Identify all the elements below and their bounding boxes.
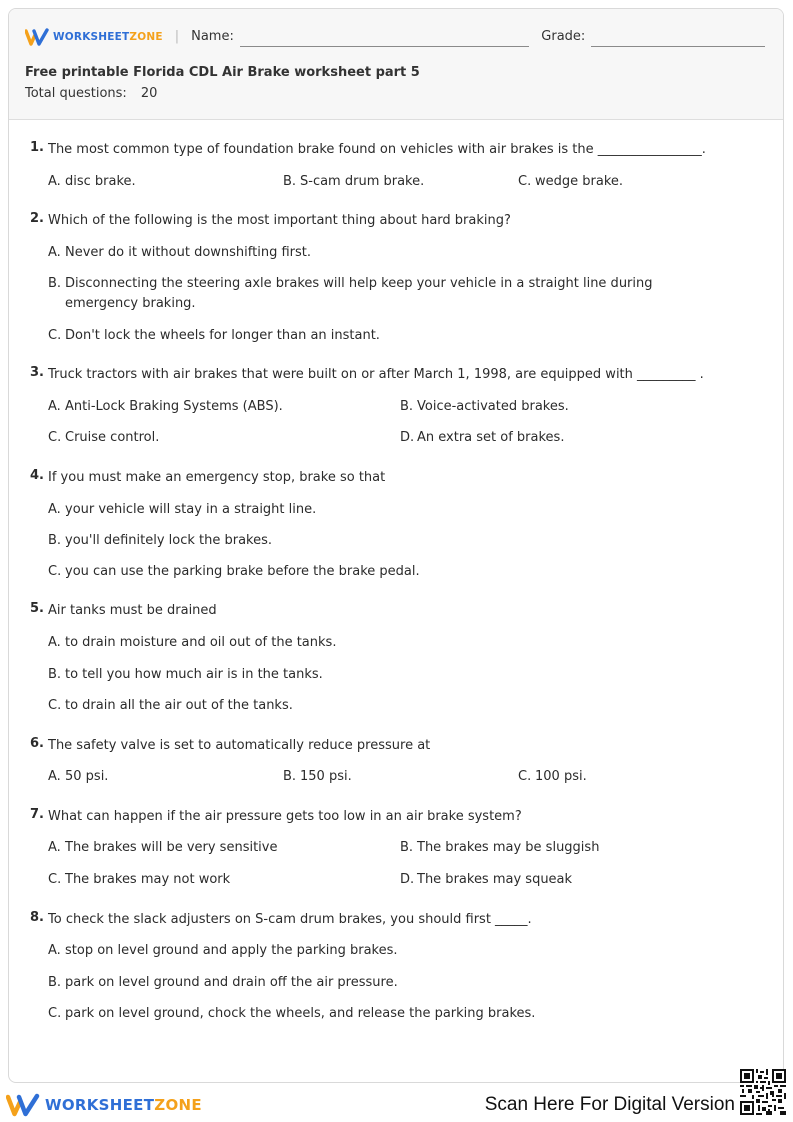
question-number: 1. xyxy=(30,140,44,155)
option-b[interactable] xyxy=(48,973,728,993)
option-d[interactable] xyxy=(400,428,740,448)
question-text: Which of the following is the most important thing about hard braking? xyxy=(48,213,511,228)
option-text: The brakes may not work xyxy=(65,872,231,887)
option-letter: B. xyxy=(48,533,62,548)
option-text: Never do it without downshifting first. xyxy=(65,245,311,260)
option-c[interactable] xyxy=(48,696,728,716)
total-label: Total questions: xyxy=(25,86,127,101)
footer-logo xyxy=(6,1093,202,1117)
worksheet-title: Free printable Florida CDL Air Brake worksheet part 5 xyxy=(25,65,420,80)
question-text: Truck tractors with air brakes that were built on or after March 1, 1998, are equipped with _________ . xyxy=(48,367,704,382)
brand-work-text: WORKSHEET xyxy=(45,1096,155,1114)
option-text: disc brake. xyxy=(65,174,136,189)
option-b[interactable] xyxy=(283,172,503,192)
option-text: 50 psi. xyxy=(65,769,109,784)
option-letter: C. xyxy=(518,769,532,784)
question-number: 2. xyxy=(30,211,44,226)
option-b[interactable] xyxy=(400,397,740,417)
option-c[interactable] xyxy=(518,767,738,787)
option-text: The brakes will be very sensitive xyxy=(65,840,278,855)
option-text: Voice-activated brakes. xyxy=(417,399,569,414)
option-a[interactable] xyxy=(48,838,388,858)
question-text: Air tanks must be drained xyxy=(48,603,217,618)
question-number: 8. xyxy=(30,910,44,925)
brand-zone-text: ZONE xyxy=(154,1096,202,1114)
w-logo-icon xyxy=(6,1093,40,1117)
question-text: The safety valve is set to automatically reduce pressure at xyxy=(48,738,431,753)
option-text: Anti-Lock Braking Systems (ABS). xyxy=(65,399,283,414)
option-text: wedge brake. xyxy=(535,174,624,189)
option-letter: C. xyxy=(48,328,62,343)
option-letter: D. xyxy=(400,430,415,445)
option-c[interactable] xyxy=(48,1004,728,1024)
option-a[interactable] xyxy=(48,172,268,192)
option-letter: C. xyxy=(48,430,62,445)
option-b[interactable] xyxy=(48,665,728,685)
option-b[interactable] xyxy=(283,767,503,787)
option-text: to drain all the air out of the tanks. xyxy=(65,698,293,713)
option-text: your vehicle will stay in a straight line. xyxy=(65,502,317,517)
option-letter: B. xyxy=(283,769,297,784)
option-letter: A. xyxy=(48,245,61,260)
option-b[interactable] xyxy=(400,838,740,858)
question-text: To check the slack adjusters on S-cam drum brakes, you should first _____. xyxy=(48,912,532,927)
worksheet-header xyxy=(9,9,783,120)
option-a[interactable] xyxy=(48,633,728,653)
option-text: Don't lock the wheels for longer than an instant. xyxy=(65,328,380,343)
option-letter: A. xyxy=(48,769,61,784)
option-letter: B. xyxy=(48,667,62,682)
qr-code-icon[interactable] xyxy=(740,1069,786,1115)
option-letter: B. xyxy=(400,399,414,414)
option-letter: A. xyxy=(48,174,61,189)
option-letter: C. xyxy=(48,872,62,887)
option-text: you'll definitely lock the brakes. xyxy=(65,533,273,548)
option-text: to tell you how much air is in the tanks. xyxy=(65,667,323,682)
option-letter: B. xyxy=(283,174,297,189)
option-b[interactable] xyxy=(48,531,728,551)
w-logo-icon xyxy=(25,28,49,46)
option-letter: A. xyxy=(48,635,61,650)
option-c[interactable] xyxy=(48,428,388,448)
option-text: you can use the parking brake before the brake pedal. xyxy=(65,564,420,579)
brand-work-text: WORKSHEET xyxy=(53,31,130,43)
option-c[interactable] xyxy=(48,562,728,582)
brand-zone-text: ZONE xyxy=(129,31,163,43)
total-value: 20 xyxy=(140,86,158,101)
worksheet-sheet xyxy=(8,8,784,1083)
option-letter: A. xyxy=(48,399,61,414)
option-text: stop on level ground and apply the parking brakes. xyxy=(65,943,398,958)
option-text: An extra set of brakes. xyxy=(417,430,565,445)
option-letter: C. xyxy=(48,1006,62,1021)
name-label: Name: xyxy=(191,29,234,44)
option-letter: C. xyxy=(518,174,532,189)
option-a[interactable] xyxy=(48,243,728,263)
option-a[interactable] xyxy=(48,500,728,520)
question-number: 6. xyxy=(30,736,44,751)
option-d[interactable] xyxy=(400,870,740,890)
option-a[interactable] xyxy=(48,397,388,417)
option-letter: B. xyxy=(400,840,414,855)
option-letter: A. xyxy=(48,943,61,958)
option-text: park on level ground and drain off the air pressure. xyxy=(65,975,398,990)
question-number: 4. xyxy=(30,468,44,483)
scan-text: Scan Here For Digital Version xyxy=(484,1094,735,1115)
question-number: 3. xyxy=(30,365,44,380)
question-text: What can happen if the air pressure gets too low in an air brake system? xyxy=(48,809,522,824)
name-field[interactable] xyxy=(240,32,529,47)
option-text: to drain moisture and oil out of the tanks. xyxy=(65,635,337,650)
grade-field[interactable] xyxy=(591,32,765,47)
option-letter: C. xyxy=(48,698,62,713)
option-text: The brakes may squeak xyxy=(417,872,573,887)
option-text: S-cam drum brake. xyxy=(300,174,425,189)
option-b[interactable] xyxy=(48,274,728,314)
option-c[interactable] xyxy=(48,870,388,890)
option-c[interactable] xyxy=(48,326,728,346)
option-letter: A. xyxy=(48,502,61,517)
option-text: Cruise control. xyxy=(65,430,160,445)
question-number: 7. xyxy=(30,807,44,822)
grade-label: Grade: xyxy=(541,29,586,44)
divider: | xyxy=(174,29,180,44)
option-a[interactable] xyxy=(48,941,728,961)
worksheetzone-logo xyxy=(25,27,163,47)
option-text: The brakes may be sluggish xyxy=(417,840,600,855)
option-text: Disconnecting the steering axle brakes will help keep your vehicle in a straight line during emergency braking. xyxy=(65,276,653,311)
option-text: 150 psi. xyxy=(300,769,352,784)
total-questions xyxy=(25,86,157,101)
question-text: If you must make an emergency stop, brake so that xyxy=(48,470,386,485)
option-letter: A. xyxy=(48,840,61,855)
option-letter: D. xyxy=(400,872,415,887)
option-text: park on level ground, chock the wheels, and release the parking brakes. xyxy=(65,1006,536,1021)
question-text: The most common type of foundation brake found on vehicles with air brakes is the ________________. xyxy=(48,142,706,157)
option-text: 100 psi. xyxy=(535,769,587,784)
option-letter: B. xyxy=(48,276,62,291)
option-a[interactable] xyxy=(48,767,268,787)
option-letter: C. xyxy=(48,564,62,579)
option-letter: B. xyxy=(48,975,62,990)
question-number: 5. xyxy=(30,601,44,616)
option-c[interactable] xyxy=(518,172,738,192)
